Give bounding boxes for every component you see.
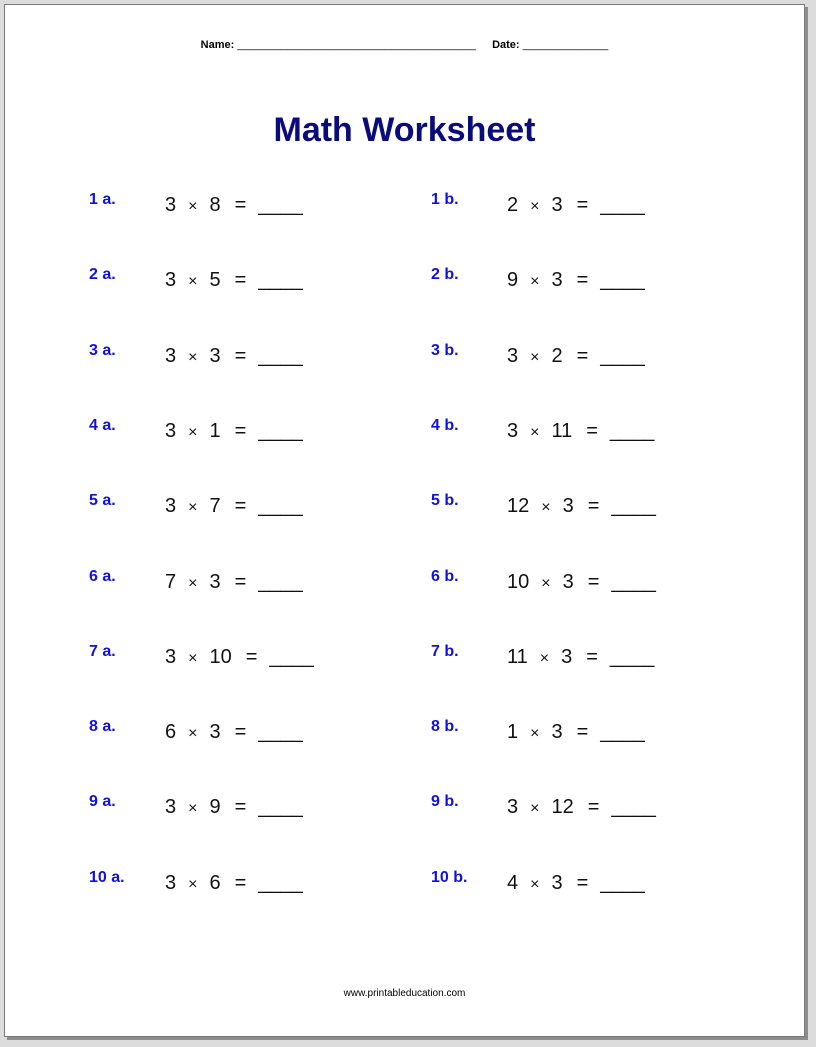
times-sign: ×	[530, 198, 540, 215]
operand-b: 3	[562, 571, 574, 593]
problem-item	[89, 568, 409, 598]
operand-b: 11	[551, 420, 573, 442]
equals-sign: =	[586, 420, 598, 442]
times-sign: ×	[188, 499, 198, 516]
equals-sign: =	[234, 495, 247, 517]
problem-number: 5 b.	[431, 492, 459, 509]
equals-sign: =	[576, 194, 589, 216]
problem-expression	[507, 872, 645, 895]
times-sign: ×	[188, 650, 198, 667]
problem-expression	[507, 646, 654, 669]
problem-item	[431, 492, 751, 522]
operand-a: 3	[165, 194, 177, 216]
operand-b: 3	[551, 269, 563, 291]
answer-blank[interactable]: ____	[258, 269, 303, 291]
operand-b: 3	[551, 194, 563, 216]
problem-expression	[507, 194, 645, 217]
problem-number: 6 a.	[89, 568, 116, 585]
operand-a: 3	[507, 345, 519, 367]
problem-item	[89, 643, 409, 673]
problem-number: 8 b.	[431, 718, 459, 735]
worksheet-page	[4, 4, 805, 1037]
times-sign: ×	[188, 349, 198, 366]
problem-item	[89, 266, 409, 296]
problem-number: 2 a.	[89, 266, 116, 283]
operand-a: 3	[165, 495, 177, 517]
problem-number: 4 a.	[89, 417, 116, 434]
problem-item	[431, 417, 751, 447]
times-sign: ×	[188, 424, 198, 441]
problem-item	[431, 266, 751, 296]
answer-blank[interactable]: ____	[609, 420, 655, 442]
equals-sign: =	[587, 796, 600, 818]
operand-a: 6	[165, 721, 177, 743]
operand-a: 1	[507, 721, 519, 743]
operand-b: 6	[209, 872, 221, 894]
operand-a: 2	[507, 194, 519, 216]
problem-expression	[165, 571, 303, 594]
problem-number: 9 b.	[431, 793, 459, 810]
problem-number: 7 a.	[89, 643, 116, 660]
equals-sign: =	[234, 721, 247, 743]
problem-number: 2 b.	[431, 266, 459, 283]
operand-b: 1	[209, 420, 221, 442]
problem-number: 8 a.	[89, 718, 116, 735]
operand-b: 10	[209, 646, 232, 668]
answer-blank[interactable]: ____	[258, 495, 303, 517]
problem-expression	[507, 420, 654, 443]
operand-b: 3	[209, 721, 221, 743]
problem-item	[431, 568, 751, 598]
operand-a: 3	[165, 420, 177, 442]
operand-a: 10	[507, 571, 530, 593]
header-line	[5, 39, 804, 51]
operand-b: 3	[562, 495, 574, 517]
problem-expression	[507, 345, 645, 368]
times-sign: ×	[188, 198, 198, 215]
answer-blank[interactable]: ____	[600, 345, 645, 367]
problem-item	[431, 342, 751, 372]
times-sign: ×	[530, 273, 540, 290]
equals-sign: =	[234, 194, 247, 216]
answer-blank[interactable]: ____	[600, 721, 645, 743]
operand-a: 9	[507, 269, 519, 291]
answer-blank[interactable]: ____	[611, 495, 656, 517]
equals-sign: =	[234, 269, 247, 291]
equals-sign: =	[245, 646, 258, 668]
problem-number: 3 a.	[89, 342, 116, 359]
problem-number: 1 a.	[89, 191, 116, 208]
operand-b: 7	[209, 495, 221, 517]
answer-blank[interactable]: ____	[258, 571, 303, 593]
problem-number: 6 b.	[431, 568, 459, 585]
times-sign: ×	[188, 725, 198, 742]
answer-blank[interactable]: ____	[600, 194, 645, 216]
problem-number: 7 b.	[431, 643, 459, 660]
operand-b: 5	[209, 269, 221, 291]
problem-expression	[165, 345, 303, 368]
times-sign: ×	[530, 800, 540, 817]
equals-sign: =	[576, 345, 589, 367]
answer-blank[interactable]: ____	[258, 872, 303, 894]
operand-b: 12	[551, 796, 574, 818]
problem-expression	[165, 420, 303, 443]
problem-expression	[165, 495, 303, 518]
operand-b: 2	[551, 345, 563, 367]
problem-expression	[165, 796, 303, 819]
problem-expression	[165, 194, 303, 217]
equals-sign: =	[587, 571, 600, 593]
equals-sign: =	[234, 345, 247, 367]
date-label: Date:	[492, 39, 520, 51]
problem-item	[431, 869, 751, 899]
answer-blank[interactable]: ____	[269, 646, 314, 668]
problem-item	[431, 191, 751, 221]
times-sign: ×	[541, 499, 551, 516]
problem-number: 10 b.	[431, 869, 468, 886]
name-blank: _______________________________________	[237, 39, 476, 51]
times-sign: ×	[188, 800, 198, 817]
operand-b: 3	[551, 721, 563, 743]
times-sign: ×	[188, 273, 198, 290]
times-sign: ×	[530, 876, 540, 893]
problem-number: 9 a.	[89, 793, 116, 810]
problem-expression	[507, 796, 656, 819]
operand-b: 3	[551, 872, 563, 894]
problem-number: 5 a.	[89, 492, 116, 509]
problem-item	[431, 643, 751, 673]
answer-blank[interactable]: ____	[258, 420, 303, 442]
answer-blank[interactable]: ____	[258, 796, 303, 818]
problem-item	[89, 793, 409, 823]
date-blank: ______________	[522, 39, 609, 51]
operand-b: 8	[209, 194, 221, 216]
problem-item	[431, 793, 751, 823]
answer-blank[interactable]: ____	[611, 796, 656, 818]
times-sign: ×	[188, 876, 198, 893]
operand-b: 9	[209, 796, 221, 818]
answer-blank[interactable]: ____	[258, 194, 303, 216]
equals-sign: =	[576, 721, 589, 743]
page-title: Math Worksheet	[273, 111, 536, 149]
times-sign: ×	[541, 575, 551, 592]
equals-sign: =	[576, 872, 589, 894]
times-sign: ×	[188, 575, 198, 592]
answer-blank[interactable]: ____	[258, 345, 303, 367]
problem-number: 3 b.	[431, 342, 459, 359]
operand-a: 3	[165, 345, 177, 367]
operand-a: 3	[165, 646, 177, 668]
problem-expression	[165, 721, 303, 744]
operand-a: 3	[507, 796, 519, 818]
equals-sign: =	[234, 796, 247, 818]
problem-number: 10 a.	[89, 869, 125, 886]
problem-expression	[165, 872, 303, 895]
problem-expression	[507, 495, 656, 518]
answer-blank[interactable]: ____	[258, 721, 303, 743]
operand-b: 3	[561, 646, 573, 668]
problem-number: 1 b.	[431, 191, 459, 208]
operand-b: 3	[209, 345, 221, 367]
problem-expression	[507, 721, 645, 744]
problem-number: 4 b.	[431, 417, 459, 434]
problem-expression	[165, 269, 303, 292]
operand-a: 12	[507, 495, 530, 517]
equals-sign: =	[576, 269, 589, 291]
equals-sign: =	[586, 646, 598, 668]
problem-item	[89, 417, 409, 447]
problem-item	[89, 869, 409, 899]
answer-blank[interactable]: ____	[609, 646, 655, 668]
name-label: Name:	[200, 39, 235, 51]
problem-item	[89, 191, 409, 221]
answer-blank[interactable]: ____	[611, 571, 656, 593]
times-sign: ×	[530, 725, 540, 742]
problem-item	[89, 492, 409, 522]
operand-a: 3	[507, 420, 519, 442]
operand-a: 11	[507, 646, 528, 668]
operand-a: 3	[165, 796, 177, 818]
operand-a: 7	[165, 571, 177, 593]
equals-sign: =	[587, 495, 600, 517]
problem-item	[89, 718, 409, 748]
times-sign: ×	[539, 650, 550, 667]
operand-a: 4	[507, 872, 519, 894]
answer-blank[interactable]: ____	[600, 269, 645, 291]
equals-sign: =	[234, 571, 247, 593]
equals-sign: =	[234, 872, 247, 894]
times-sign: ×	[530, 424, 540, 441]
problem-expression	[165, 646, 314, 669]
equals-sign: =	[234, 420, 247, 442]
problem-item	[89, 342, 409, 372]
problem-item	[431, 718, 751, 748]
answer-blank[interactable]: ____	[600, 872, 645, 894]
footer-url: www.printableducation.com	[343, 988, 466, 999]
operand-a: 3	[165, 269, 177, 291]
operand-a: 3	[165, 872, 177, 894]
operand-b: 3	[209, 571, 221, 593]
problem-expression	[507, 571, 656, 594]
times-sign: ×	[530, 349, 540, 366]
problem-expression	[507, 269, 645, 292]
